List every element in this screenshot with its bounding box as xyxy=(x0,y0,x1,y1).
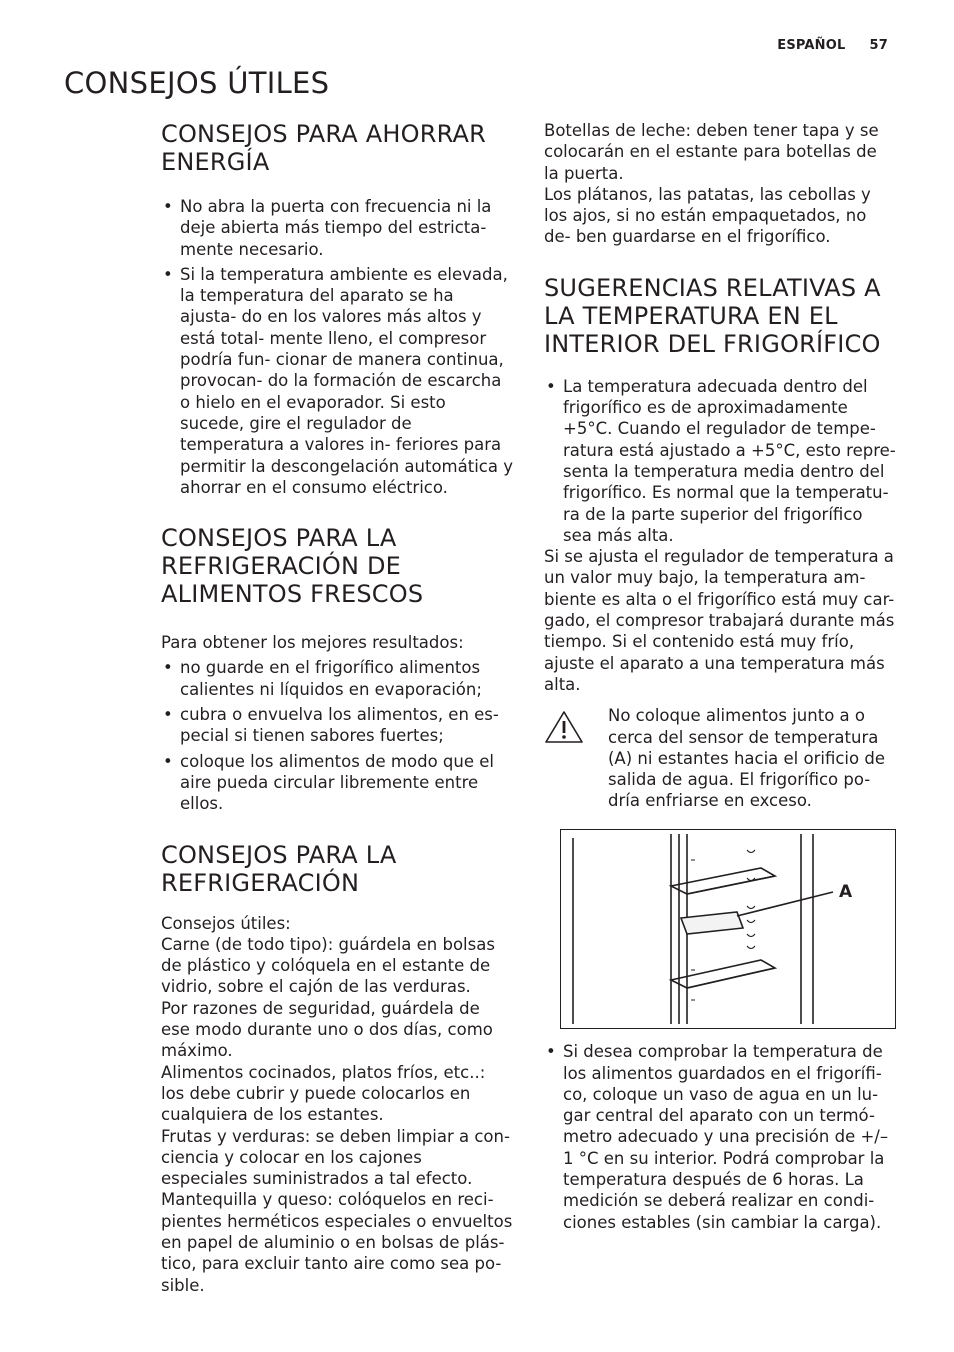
fresh-food-list xyxy=(161,657,513,814)
section-title: CONSEJOS PARA LA REFRIGERACIÓN xyxy=(161,840,397,897)
list-item: • Si la temperatura ambiente es elevada, la temperatura del aparato se ha ajusta- do en los valores más altos y está total- mente lleno, el compresor podría fun- cionar de manera continua, provocan- do la formación de escarcha o hielo en el evaporador. Si esto sucede, gire el regulador de temperatura a valores in- feriores para permitir la descongelación automática y ahorrar en el consumo eléctrico. xyxy=(161,264,513,498)
section-fresh-food xyxy=(161,524,513,814)
paragraph: Consejos útiles: xyxy=(161,913,291,933)
warning-text: No coloque alimentos junto a o cerca del sensor de temperatura (A) ni estantes hacia el orificio de salida de agua. El frigorífico po- dría enfriarse en exceso. xyxy=(608,706,885,811)
paragraph: Frutas y verduras: se deben limpiar a con- ciencia y colocar en los cajones especiales suministrados a tal efecto. xyxy=(161,1126,510,1189)
section-refrigeration xyxy=(161,841,513,1296)
page-title: CONSEJOS ÚTILES xyxy=(64,66,330,100)
paragraph: Mantequilla y queso: colóquelos en reci- pientes herméticos especiales o envueltos en papel de aluminio o en bolsas de plás- tico, para excluir tanto aire como sea po- sible. xyxy=(161,1190,513,1295)
list-item: • Si desea comprobar la temperatura de los alimentos guardados en el frigorífi- co, coloque un vaso de agua en un lu- gar central del aparato con un termó- metro adecuado y una precisión de +/– 1 °C en su interior. Podrá comprobar la temperatura después de 6 horas. La medición se deberá realizar en condi- ciones estables (sin cambiar la carga). xyxy=(544,1041,896,1233)
refrigeration-paragraphs xyxy=(161,913,513,1296)
list-item: • coloque los alimentos de modo que el aire pueda circular libremente entre ellos. xyxy=(161,751,513,815)
section-title: CONSEJOS PARA AHORRAR ENERGÍA xyxy=(161,120,486,176)
page-header xyxy=(777,38,888,53)
warning-box xyxy=(544,706,896,817)
list-item: • La temperatura adecuada dentro del frigorífico es de aproximadamente +5°C. Cuando el regulador de tempe- ratura está ajustado a +5°C, esto repre- senta la temperatura media dentro del frigorífico. Es normal que la temperatu- ra de la parte superior del frigorífico sea más alta. xyxy=(544,376,896,546)
page-number: 57 xyxy=(869,38,888,53)
warning-triangle-icon xyxy=(544,709,584,745)
left-column xyxy=(161,120,513,1296)
paragraph: Los plátanos, las patatas, las cebollas y los ajos, si no están empaquetados, no de- ben guardarse en el frigorífico. xyxy=(544,184,871,247)
paragraph: Alimentos cocinados, platos fríos, etc..: los debe cubrir y puede colocarlos en cualquiera de los estantes. xyxy=(161,1062,486,1125)
fridge-sensor-figure xyxy=(560,829,896,1029)
right-column xyxy=(544,120,896,1233)
temperature-check-list xyxy=(544,1041,896,1233)
paragraph: Por razones de seguridad, guárdela de ese modo durante uno o dos días, como máximo. xyxy=(161,998,493,1061)
list-item: • cubra o envuelva los alimentos, en es- pecial si tienen sabores fuertes; xyxy=(161,704,513,747)
temperature-list xyxy=(544,376,896,546)
section-energy-saving xyxy=(161,120,513,498)
list-item: • no guarde en el frigorífico alimentos calientes ni líquidos en evaporación; xyxy=(161,657,513,700)
energy-tips-list xyxy=(161,196,513,498)
sensor-label: A xyxy=(839,882,853,903)
section-title: CONSEJOS PARA LA REFRIGERACIÓN DE ALIMENTOS FRESCOS xyxy=(161,524,424,609)
paragraph: Botellas de leche: deben tener tapa y se colocarán en el estante para botellas de la puerta. xyxy=(544,121,879,183)
language-label: ESPAÑOL xyxy=(777,38,846,53)
fridge-interior-illustration xyxy=(561,830,895,1028)
section-title: SUGERENCIAS RELATIVAS A LA TEMPERATURA EN EL INTERIOR DEL FRIGORÍFICO xyxy=(544,273,881,358)
list-item: • No abra la puerta con frecuencia ni la deje abierta más tiempo del estricta- mente necesario. xyxy=(161,196,513,260)
section-intro: Para obtener los mejores resultados: xyxy=(161,633,464,653)
paragraph: Si se ajusta el regulador de temperatura a un valor muy bajo, la temperatura am- biente es alta o el frigorífico está muy car- gado, el compresor trabajará durante más tiempo. Si el contenido está muy frío, ajuste el aparato a una temperatura más alta. xyxy=(544,547,895,694)
paragraph: Carne (de todo tipo): guárdela en bolsas de plástico y colóquela en el estante de vidrio, sobre el cajón de las verduras. xyxy=(161,934,495,997)
section-temperature xyxy=(544,274,896,1233)
